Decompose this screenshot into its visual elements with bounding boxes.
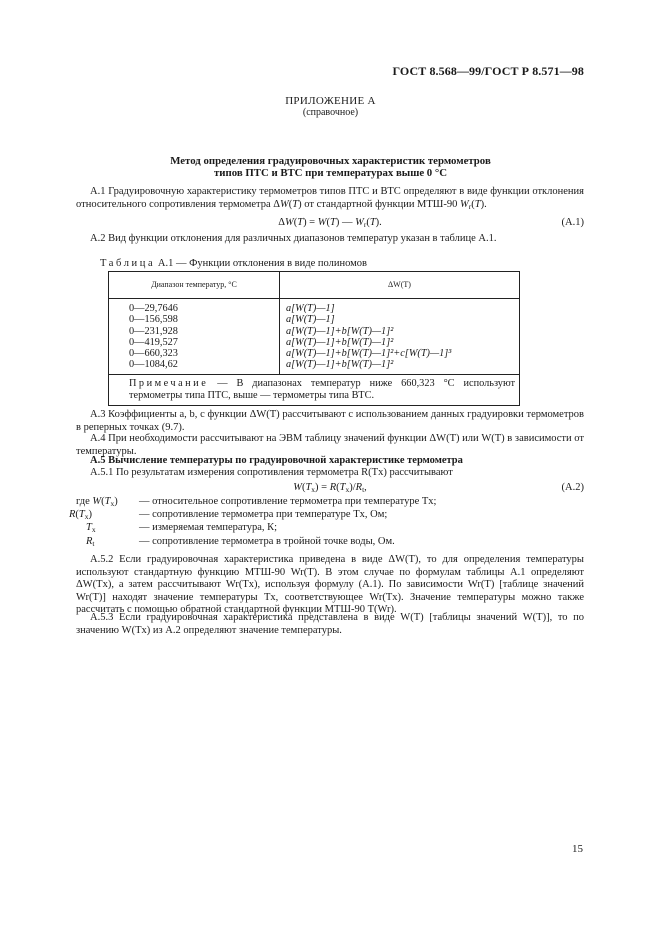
section-title-line2: типов ПТС и ВТС при температурах выше 0 °С [213, 167, 448, 179]
equation-a2-label: (А.2) [561, 482, 584, 493]
paragraph-a52: А.5.2 Если градуировочная характеристика приведена в виде ΔW(T), то для определения температуры используют стандартную функцию МТШ-90 Wr(T). В этом случае по формулам таблицы А.1 определяют ΔW(Tx), а затем рассчитывают Wr(Tx), используя формулу (А.1). По зависимости Wr(T) [таблице значений Wr(T)] находят значение температуры Tx, соответствующее Wr(Tx). Значение температуры можно также рассчитать с помощью обратной стандартной функции МТШ-90 T(Wr). [76, 554, 584, 616]
function-item: a[W(T)—1]+b[W(T)—1]² [286, 336, 394, 348]
appendix-subtitle: (справочное) [302, 107, 359, 118]
section-a5-heading: А.5 Вычисление температуры по градуировочной характеристике термометра [90, 455, 463, 466]
equation-a1: ΔW(T) = W(T) — $W_r(T)$. (А.1) [278, 217, 584, 229]
equation-a1-label: (А.1) [561, 217, 584, 228]
table-header-range: Диапазон температур, °С [109, 272, 280, 299]
deviation-functions-table [108, 271, 520, 406]
function-item: a[W(T)—1]+b[W(T)—1]² [286, 325, 394, 337]
range-item: 0—156,598 [129, 314, 178, 326]
range-cell [109, 299, 280, 375]
page-number: 15 [572, 843, 583, 855]
range-item: 0—29,7646 [129, 303, 178, 314]
equation-a2: $W(T_x) = R(T_x)/R_t$, (А.2) [293, 482, 584, 494]
range-item: 0—419,527 [129, 336, 178, 348]
symbol-definitions [69, 496, 584, 549]
paragraph-a2: А.2 Вид функции отклонения для различных диапазонов температур указан в таблице А.1. [90, 233, 497, 244]
range-item: 0—660,323 [129, 348, 178, 360]
paragraph-a51: А.5.1 По результатам измерения сопротивления термометра R(Tx) рассчитывают [90, 467, 453, 478]
function-item: a[W(T)—1] [286, 314, 335, 326]
paragraph-a4: А.4 При необходимости рассчитывают на ЭВМ таблицу значений функции ΔW(T) или W(T) в зависимости от температуры. [76, 433, 584, 457]
paragraph-a3: А.3 Коэффициенты a, b, c функции ΔW(T) рассчитывают с использованием данных градуировки термометров в реперных точках (9.7). [76, 409, 584, 433]
definition-row: $T_x$ — измеряемая температура, К; [86, 522, 278, 535]
definition-row: $R_t$ — сопротивление термометра в тройной точке воды, Ом. [86, 535, 395, 548]
table-header-function: ΔW(T) [280, 272, 520, 299]
appendix-title: ПРИЛОЖЕНИЕ А [285, 95, 376, 107]
table-note: Примечание — В диапазонах температур ниже 660,323 °С используют термометры типа ПТС, выше — термометры типа ВТС. [109, 374, 520, 405]
paragraph-a53: А.5.3 Если градуировочная характеристика представлена в виде W(T) [таблицы значений W(T)], то по значению W(Tx) из А.2 определяют значение температуры. [76, 612, 584, 636]
definition-row: $R(T_x)$ — сопротивление термометра при температуре Tx, Ом; [69, 509, 388, 522]
function-cell [280, 299, 520, 375]
section-title-line1: Метод определения градуировочных характеристик термометров [170, 155, 491, 167]
function-item: a[W(T)—1] [286, 303, 335, 314]
document-header: ГОСТ 8.568—99/ГОСТ Р 8.571—98 [392, 64, 584, 78]
definition-row: где $W(T_x)$ — относительное сопротивление термометра при температуре Tx; [76, 496, 437, 508]
function-item: a[W(T)—1]+b[W(T)—1]² [286, 359, 394, 371]
table-caption: Таблица А.1 — Функции отклонения в виде полиномов [100, 258, 367, 269]
paragraph-a1: А.1 Градуировочную характеристику термометров типов ПТС и ВТС определяют в виде функции отклонения относительного сопротивления термометра ΔW(T) от стандартной функции МТШ-90 $W_r(T)$. [76, 186, 584, 211]
range-item: 0—231,928 [129, 325, 178, 337]
function-item: a[W(T)—1]+b[W(T)—1]²+c[W(T)—1]³ [286, 348, 452, 360]
range-item: 0—1084,62 [129, 359, 178, 371]
